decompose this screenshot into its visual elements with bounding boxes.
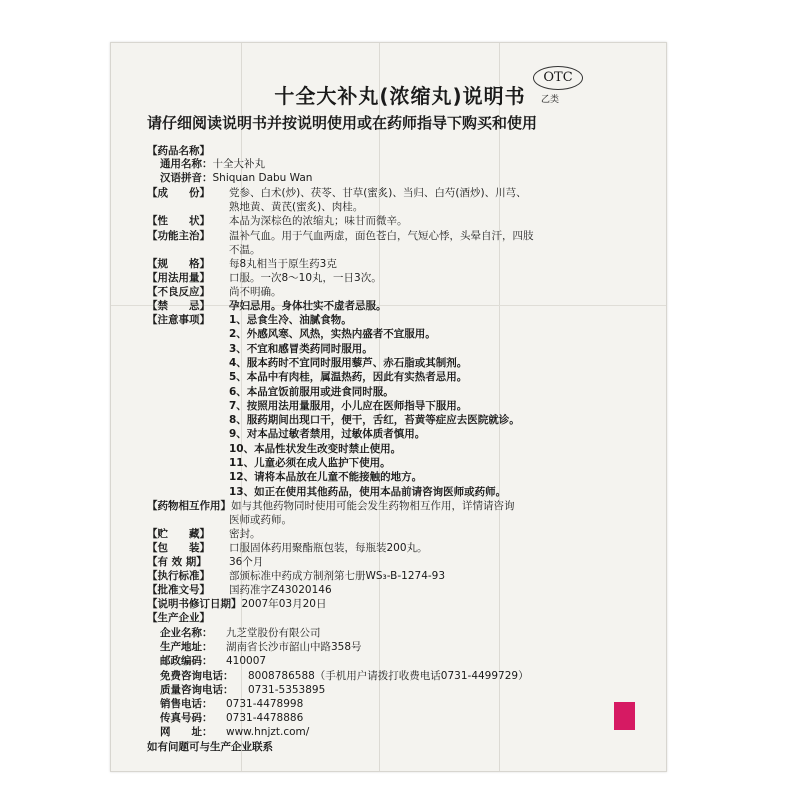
company-name: 九芝堂股份有限公司 — [226, 627, 321, 639]
adverse: 尚不明确。 — [229, 286, 282, 298]
postcode-label: 邮政编码： — [160, 655, 213, 667]
common-name: 十全大补丸 — [212, 158, 265, 170]
interaction-label: 【药物相互作用】 — [147, 500, 231, 512]
package: 口服固体药用聚酯瓶包装，每瓶装200丸。 — [229, 542, 428, 554]
manufacturer-header: 【生产企业】 — [147, 612, 210, 624]
otc-badge: OTC — [533, 66, 583, 90]
precaution-item: 8、服药期间出现口干，便干，舌红，苔黄等症应去医院就诊。 — [229, 414, 520, 426]
color-tab-mark — [614, 702, 635, 730]
precaution-item: 11、儿童必须在成人监护下使用。 — [229, 457, 391, 469]
precaution-item: 3、不宜和感冒类药同时服用。 — [229, 343, 373, 355]
ingredients-line-1: 党参、白术(炒)、茯苓、甘草(蜜炙)、当归、白芍(酒炒)、川芎、 — [229, 187, 527, 199]
otc-category: 乙类 — [541, 95, 560, 105]
standard-label: 【执行标准】 — [147, 570, 210, 582]
leaflet-title: 十全大补丸(浓缩丸)说明书 — [274, 84, 526, 108]
approval-label: 【批准文号】 — [147, 584, 210, 596]
interaction-line-1: 如与其他药物同时使用可能会发生药物相互作用，详情请咨询 — [231, 500, 515, 512]
dosage-label: 【用法用量】 — [147, 272, 210, 284]
properties-label: 【性 状】 — [147, 215, 210, 227]
precaution-item: 12、请将本品放在儿童不能接触的地方。 — [229, 471, 423, 483]
approval: 国药准字Z43020146 — [229, 584, 332, 596]
spec: 每8丸相当于原生药3克 — [229, 258, 337, 270]
precaution-item: 5、本品中有肉桂，属温热药，因此有实热者忌用。 — [229, 371, 468, 383]
precaution-item: 1、忌食生冷、油腻食物。 — [229, 314, 352, 326]
storage-label: 【贮 藏】 — [147, 528, 210, 540]
address: 湖南省长沙市韶山中路358号 — [226, 641, 362, 653]
fold-line — [499, 43, 500, 771]
precaution-item: 10、本品性状发生改变时禁止使用。 — [229, 443, 402, 455]
precaution-item: 2、外感风寒、风热，实热内盛者不宜服用。 — [229, 328, 436, 340]
package-label: 【包 装】 — [147, 542, 210, 554]
revision-label: 【说明书修订日期】 — [147, 598, 242, 610]
spec-label: 【规 格】 — [147, 258, 210, 270]
pinyin: Shiquan Dabu Wan — [212, 172, 313, 184]
ingredients-label: 【成 份】 — [147, 187, 210, 199]
fax-label: 传真号码： — [160, 712, 213, 724]
quality-phone-label: 质量咨询电话： — [160, 684, 234, 696]
ingredients-line-2: 熟地黄、黄芪(蜜炙)、肉桂。 — [229, 201, 364, 213]
free-phone: 8008786588（手机用户请拨打收费电话0731-4499729） — [248, 670, 529, 682]
sales-phone-label: 销售电话： — [160, 698, 213, 710]
leaflet-subtitle: 请仔细阅读说明书并按说明使用或在药师指导下购买和使用 — [147, 114, 538, 132]
postcode: 410007 — [226, 655, 267, 667]
precaution-item: 7、按照用法用量服用，小儿应在医师指导下服用。 — [229, 400, 468, 412]
fax: 0731-4478886 — [226, 712, 304, 724]
indications-label: 【功能主治】 — [147, 230, 210, 242]
indications-line-2: 不温。 — [229, 244, 261, 256]
interaction-line-2: 医师或药师。 — [229, 514, 292, 526]
quality-phone: 0731-5353895 — [248, 684, 326, 696]
precaution-item: 13、如正在使用其他药品，使用本品前请咨询医师或药师。 — [229, 486, 507, 498]
precaution-item: 6、本品宜饭前服用或进食同时服。 — [229, 386, 394, 398]
free-phone-label: 免费咨询电话： — [160, 670, 234, 682]
adverse-label: 【不良反应】 — [147, 286, 210, 298]
standard: 部颁标准中药成方制剂第七册WS₃-B-1274-93 — [229, 570, 446, 582]
properties: 本品为深棕色的浓缩丸；味甘而微辛。 — [229, 215, 408, 227]
footer-contact-note: 如有问题可与生产企业联系 — [147, 741, 273, 753]
company-label: 企业名称： — [160, 627, 213, 639]
precautions-label: 【注意事项】 — [147, 314, 210, 326]
dosage: 口服。一次8～10丸，一日3次。 — [229, 272, 382, 284]
drug-name-header: 【药品名称】 — [147, 145, 210, 157]
indications-line-1: 温补气血。用于气血两虚，面色苍白，气短心悸，头晕自汗，四肢 — [229, 230, 534, 242]
sales-phone: 0731-4478998 — [226, 698, 304, 710]
pinyin-label: 汉语拼音： — [160, 172, 213, 184]
precaution-item: 9、对本品过敏者禁用，过敏体质者慎用。 — [229, 428, 426, 440]
contra-label: 【禁 忌】 — [147, 300, 210, 312]
contra: 孕妇忌用。身体壮实不虚者忌服。 — [229, 300, 387, 312]
address-label: 生产地址： — [160, 641, 213, 653]
revision-date: 2007年03月20日 — [241, 598, 327, 610]
validity: 36个月 — [229, 556, 264, 568]
website: www.hnjzt.com/ — [226, 726, 310, 738]
website-label: 网 址： — [160, 726, 213, 738]
validity-label: 【有 效 期】 — [147, 556, 207, 568]
common-name-label: 通用名称： — [160, 158, 213, 170]
storage: 密封。 — [229, 528, 261, 540]
precaution-item: 4、服本药时不宜同时服用藜芦、赤石脂或其制剂。 — [229, 357, 468, 369]
